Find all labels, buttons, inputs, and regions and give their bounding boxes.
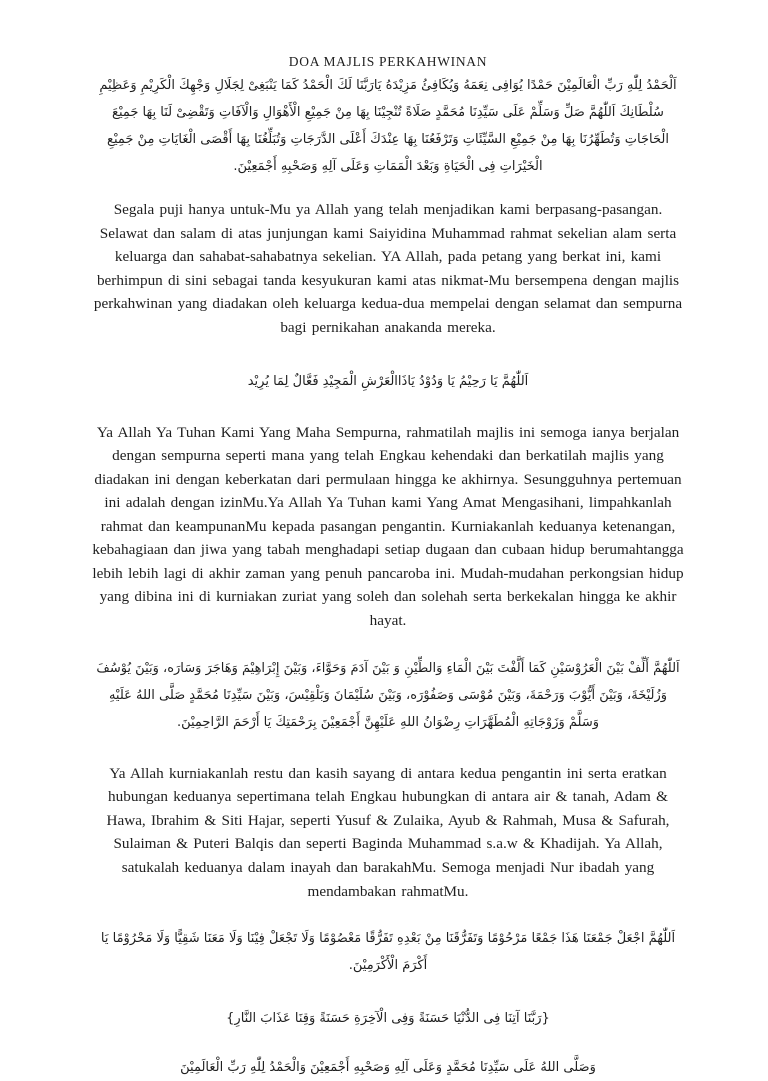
paragraph-restu-majlis: Ya Allah Ya Tuhan Kami Yang Maha Sempurna, rahmatilah majlis ini semoga ianya berjalan dengan sempurna seperti mana yang telah Engkau kehendaki dan berkatilah majlis yang diadakan ini dengan keberkatan dari permulaan hingga ke akhirnya. Sesungguhnya pertemuan ini adalah dengan izinMu.Ya Allah Ya Tuhan kami Yang Amat Mengasihani, limpahkanlah rahmat dan keampunanMu kepada pasangan pengantin. Kurniakanlah keduanya ketenangan, kebahagiaan dan jiwa yang tabah menghadapi setiap dugaan dan cubaan hidup berumahtangga lebih lebih lagi di akhir zaman yang penuh pancaroba ini. Mudah-mudahan perkongsian hidup yang dibina ini di kurniakan zuriat yang soleh dan solehah serta berkekalan hingga ke akhir hayat. <box>92 423 684 630</box>
arabic-opening-dua: اَلْحَمْدُ لِلّٰهِ رَبِّ الْعَالَمِيْنَ حَمْدًا يُوَافِى نِعَمَهُ وَيُكَافِئُ مَزِيْدَهُ يَارَبَّنَا لَكَ الْحَمْدُ كَمَا يَنْبَغِىْ لِجَلَالِ وَجْهِكَ الْكَرِيْمِ وَعَظِيْمِ سُلْطَانِكَ اَللّٰهُمَّ صَلِّ وَسَلِّمْ عَلَى سَيِّدِنَا مُحَمَّدٍ صَلَاةً تُنْجِيْنَا بِهَا مِنْ جَمِيْعِ الْأَهْوَالِ وَالْآفَاتِ وَتَقْضِىْ لَنَا بِهَا جَمِيْعَ الْحَاجَاتِ وَتُطَهِّرُنَا بِهَا مِنْ جَمِيْعِ السَّيِّئَاتِ وَتَرْفَعُنَا بِهَا عِنْدَكَ أَعْلَى الدَّرَجَاتِ وَتُبَلِّغُنَا بِهَا أَقْصَى الْغَايَاتِ مِنْ جَمِيْعِ الْخَيْرَاتِ فِى الْحَيَاةِ وَبَعْدَ الْمَمَاتِ وَعَلَى آلِهِ وَصَحْبِهِ أَجْمَعِيْنَ. <box>99 78 677 175</box>
paragraph-kasih-sayang: Ya Allah kurniakanlah restu dan kasih sayang di antara kedua pengantin ini serta eratkan hubungan keduanya sepertimana telah Engkau hubungkan di antara air & tanah, Adam & Hawa, Ibrahim & Siti Hajar, seperti Yusuf & Zulaika, Ayub & Rahmah, Musa & Safurah, Sulaiman & Puteri Balqis dan seperti Baginda Muhammad s.a.w & Khadijah. Ya Allah, satukalah keduanya dalam inayah dan barakahMu. Semoga menjadi Nur ibadah yang mendambakan rahmatMu. <box>106 764 670 900</box>
arabic-rabbana-verse: {رَبَّنَا آتِنَا فِى الدُّنْيَا حَسَنَةً وَفِى الْآخِرَةِ حَسَنَةً وَقِنَا عَذَابَ النَّارِ} <box>226 1011 550 1027</box>
arabic-taalif-dua: اَللّٰهُمَّ أَلِّفْ بَيْنَ الْعَرُوْسَيْنِ كَمَا أَلَّفْتَ بَيْنَ الْمَاءِ وَالطِّيْنِ وَ بَيْنَ آدَمَ وَحَوَّاءَ، وَبَيْنَ إِبْرَاهِيْمَ وَهَاجَرَ وَسَارَه، وَبَيْنَ يُوْسُفَ وَزُلَيْخَةَ، وَبَيْنَ أَيُّوْبَ وَرَحْمَةَ، وَبَيْنَ مُوْسَى وَصَفُوْرَه، وَبَيْنَ سُلَيْمَانَ وَبَلْقِيْسَ، وَبَيْنَ سَيِّدِنَا مُحَمَّدٍ صَلَّى اللهُ عَلَيْهِ وَسَلَّمْ وَزَوْجَاتِهِ الْمُطَهَّرَاتِ رِضْوَانُ اللهِ عَلَيْهِنَّ أَجْمَعِيْنَ بِرَحْمَتِكَ يَا أَرْحَمَ الرَّاحِمِيْنَ. <box>96 660 680 730</box>
arabic-selawat-penutup: وَصَلَّى اللهُ عَلَى سَيِّدِنَا مُحَمَّدٍ وَعَلَى آلِهِ وَصَحْبِهِ أَجْمَعِيْنَ وَالْحَمْدُ لِلّٰهِ رَبِّ الْعَالَمِيْنَ <box>180 1060 596 1076</box>
page-title: DOA MAJLIS PERKAHWINAN <box>288 54 488 69</box>
arabic-ya-rahim-dua: اَللّٰهُمَّ يَا رَحِيْمُ يَا وَدُوْدُ يَاذَاالْعَرْشِ الْمَجِيْدِ فَعَّالٌ لِمَا يُرِيْد <box>247 373 529 389</box>
paragraph-selawat: Segala puji hanya untuk-Mu ya Allah yang telah menjadikan kami berpasang-pasangan. Selawat dan salam di atas junjungan kami Saiyidina Muhammad rahmat sekelian alam serta keluarga dan sahabat-sahabatnya sekelian. YA Allah, pada petang yang berkat ini, kami berhimpun di sini sebagai tanda kesyukuran kami atas nikmat-Mu bersempena dengan majlis perkahwinan yang diadakan oleh keluarga kedua-dua mempelai dengan selamat dan sempurna bagi pernikahan anakanda mereka. <box>93 201 683 336</box>
arabic-majlis-rahmat-dua: اَللّٰهُمَّ اجْعَلْ جَمْعَنَا هَذَا جَمْعًا مَرْحُوْمًا وَتَفَرُّقَنَا مِنْ بَعْدِهِ تَفَرُّقًا مَعْصُوْمًا وَلَا تَجْعَلْ فِيْنَا وَلَا مَعَنَا شَقِيًّا وَلَا مَحْرُوْمًا يَا أَكْرَمَ الْأَكْرَمِيْنَ. <box>100 931 676 974</box>
